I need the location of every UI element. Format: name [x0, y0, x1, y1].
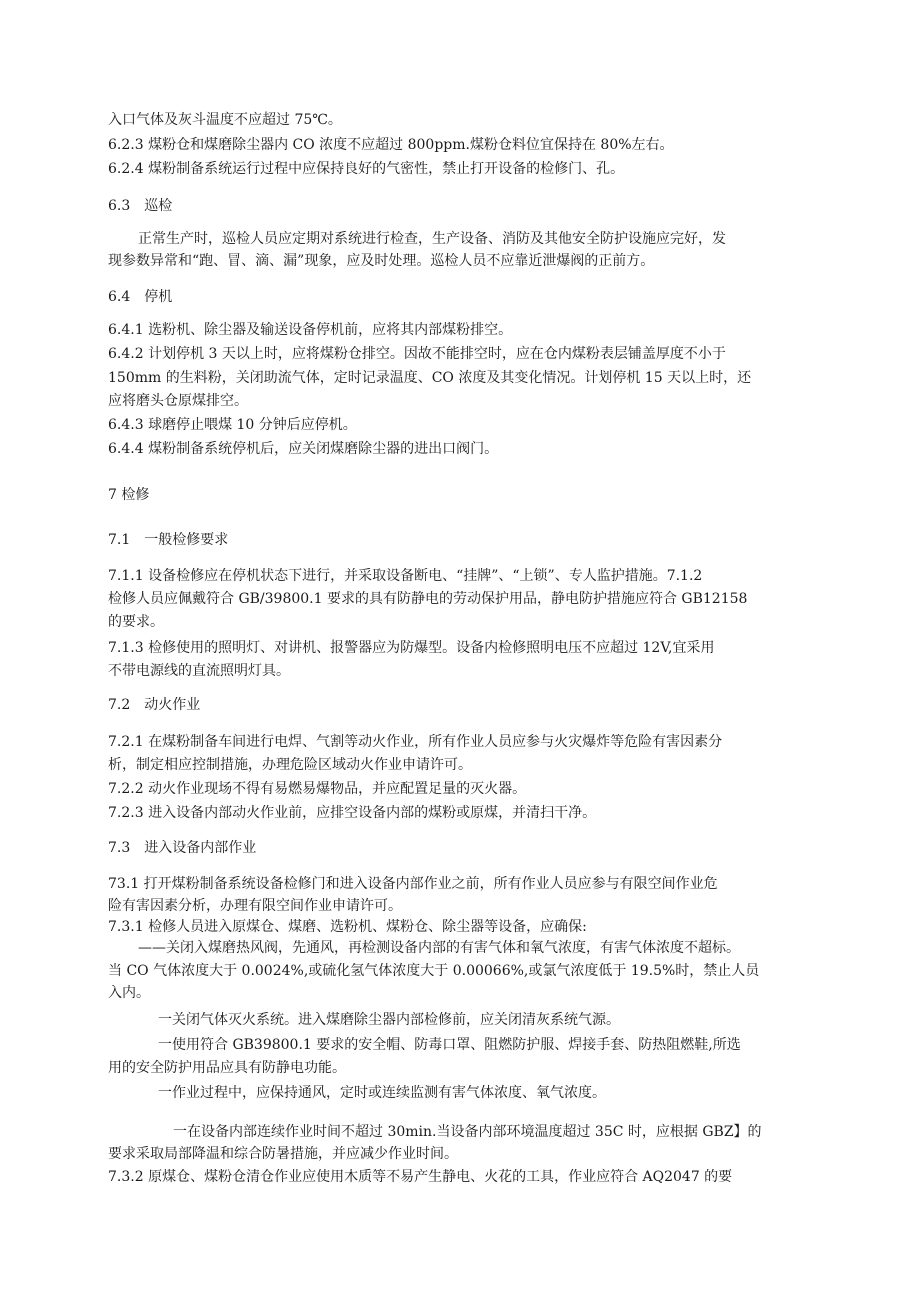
section-heading-6-3: 6.3 巡检	[108, 198, 173, 214]
text-line: 现参数异常和“跑、冒、滴、漏”现象，应及时处理。巡检人员不应靠近泄爆阀的正前方。	[108, 253, 655, 269]
text-line: 用的安全防护用品应具有防静电功能。	[108, 1060, 346, 1076]
clause-6-4-3: 6.4.3 球磨停止喂煤 10 分钟后应停机。	[108, 417, 357, 433]
chapter-heading-7: 7 检修	[108, 487, 150, 503]
clause-7-2-2: 7.2.2 动火作业现场不得有易燃易爆物品，并应配置足量的灭火器。	[108, 781, 527, 797]
text-line: 的要求。	[108, 614, 164, 630]
text-line: 险有害因素分析，办理有限空间作业申请许可。	[108, 898, 402, 914]
clause-7-2-3: 7.2.3 进入设备内部动火作业前，应排空设备内部的煤粉或原煤，并清扫干净。	[108, 805, 597, 821]
section-heading-6-4: 6.4 停机	[108, 289, 173, 305]
text-line: 析，制定相应控制措施，办理危险区域动火作业申请许可。	[108, 757, 472, 773]
list-item: 一使用符合 GB39800.1 要求的安全帽、防毒口罩、阻燃防护服、焊接手套、防热阻燃鞋,所选	[158, 1037, 741, 1053]
list-item: ——关闭入煤磨热风阀，先通风，再检测设备内部的有害气体和氧气浓度，有害气体浓度不超标。	[138, 940, 740, 956]
clause-7-3-1: 7.3.1 检修人员进入原煤仓、煤磨、选粉机、煤粉仓、除尘器等设备，应确保:	[108, 919, 587, 935]
section-heading-7-2: 7.2 动火作业	[108, 697, 201, 713]
text-line: 不带电源线的直流照明灯具。	[108, 663, 290, 679]
list-item: 一在设备内部连续作业时间不超过 30min.当设备内部环境温度超过 35C 时，应根据 GBZ】的	[173, 1124, 762, 1140]
clause-6-4-4: 6.4.4 煤粉制备系统停机后，应关闭煤磨除尘器的进出口阀门。	[108, 441, 499, 457]
clause-7-1-1: 7.1.1 设备检修应在停机状态下进行，并采取设备断电、“挂牌”、“上锁”、专人监护措施。7.1.2	[108, 568, 703, 584]
clause-7-3-2: 7.3.2 原煤仓、煤粉仓清仓作业应使用木质等不易产生静电、火花的工具，作业应符合 AQ2047 的要	[108, 1169, 733, 1185]
clause-6-4-1: 6.4.1 选粉机、除尘器及输送设备停机前，应将其内部煤粉排空。	[108, 322, 513, 338]
section-heading-7-1: 7.1 一般检修要求	[108, 532, 229, 548]
text-line: 检修人员应佩戴符合 GB/39800.1 要求的具有防静电的劳动保护用品，静电防护措施应符合 GB12158	[108, 591, 748, 607]
text-line: 正常生产时，巡检人员应定期对系统进行检查，生产设备、消防及其他安全防护设施应完好，发	[138, 231, 726, 247]
text-line: 要求采取局部降温和综合防暑措施，并应减少作业时间。	[108, 1146, 458, 1162]
clause-7-2-1: 7.2.1 在煤粉制备车间进行电焊、气割等动火作业，所有作业人员应参与火灾爆炸等危险有害因素分	[108, 734, 723, 750]
list-item: 一关闭气体灭火系统。进入煤磨除尘器内部检修前，应关闭清灰系统气源。	[158, 1012, 620, 1028]
section-heading-7-3: 7.3 进入设备内部作业	[108, 840, 257, 856]
text-line: 当 CO 气体浓度大于 0.0024%,或硫化氢气体浓度大于 0.00066%,或氯气浓度低于 19.5%时，禁止人员	[108, 963, 760, 979]
clause-6-2-3: 6.2.3 煤粉仓和煤磨除尘器内 CO 浓度不应超过 800ppm.煤粉仓料位宜保持在 80%左右。	[108, 137, 674, 153]
clause-7-1-3: 7.1.3 检修使用的照明灯、对讲机、报警器应为防爆型。设备内检修照明电压不应超过 12V,宜采用	[108, 640, 715, 656]
text-line: 入口气体及灰斗温度不应超过 75℃。	[108, 112, 342, 128]
text-line: 入内。	[108, 985, 150, 1001]
text-line: 150mm 的生料粉，关闭助流气体，定时记录温度、CO 浓度及其变化情况。计划停机 15 天以上时，还	[108, 370, 752, 386]
clause-6-4-2: 6.4.2 计划停机 3 天以上时，应将煤粉仓排空。因故不能排空时，应在仓内煤粉表层铺盖厚度不小于	[108, 346, 726, 362]
text-line: 应将磨头仓原煤排空。	[108, 393, 248, 409]
list-item: 一作业过程中，应保持通风，定时或连续监测有害气体浓度、氧气浓度。	[158, 1085, 606, 1101]
clause-7-3-1a: 73.1 打开煤粉制备系统设备检修门和进入设备内部作业之前，所有作业人员应参与有限空间作业危	[108, 876, 718, 892]
clause-6-2-4: 6.2.4 煤粉制备系统运行过程中应保持良好的气密性，禁止打开设备的检修门、孔。	[108, 161, 625, 177]
